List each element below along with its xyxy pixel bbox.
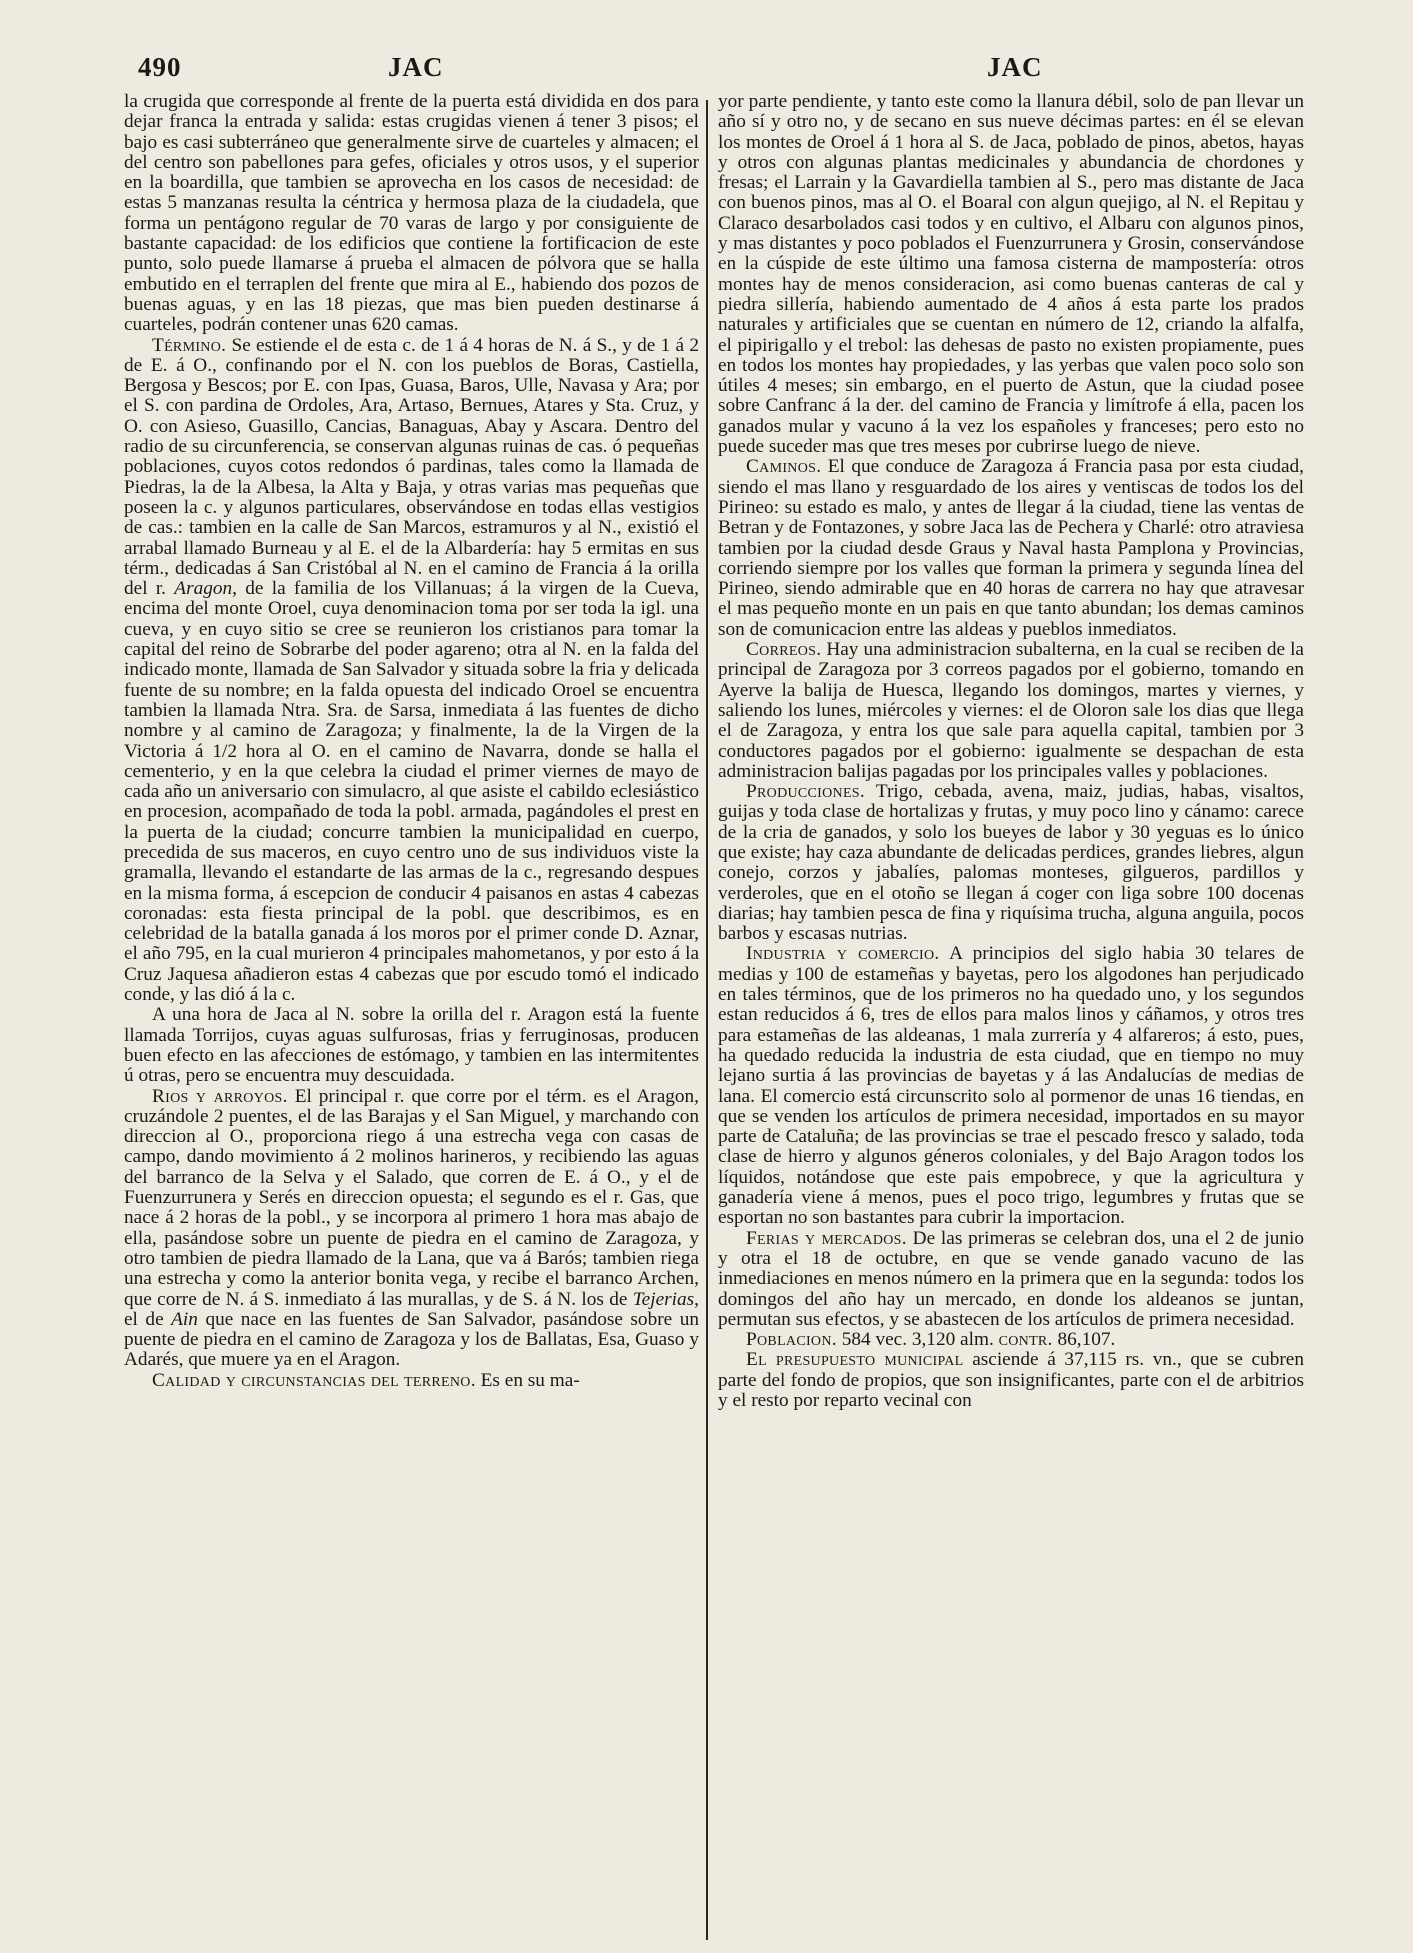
column-divider xyxy=(706,100,708,1940)
paragraph-fuente: A una hora de Jaca al N. sobre la orilla del r. Aragon está la fuente llamada Torrijos, cuyas aguas sulfurosas, frias y ferruginosas, producen buen efecto en las afecciones de estómago, y tambien en las intermitentes ú otras, pero se encuentra muy descuidada. xyxy=(124,1004,699,1087)
page-header xyxy=(138,50,1295,90)
section-head-termino: Término. xyxy=(152,334,227,356)
page-number: 490 xyxy=(138,52,182,82)
paragraph-correos: Correos. Hay una administracion subalterna, en la cual se reciben de la principal de Zaragoza por 3 correos pagados por el gobierno, tomando en Ayerve la balija de Huesca, llegando los domingos, martes y viernes, y saliendo los lunes, miércoles y viernes: el de Oloron sale los dias que llega el de Zaragoza, y entra los que sale para aquella capital, tambien por 3 conductores pagados por el gobierno: igualmente se despachan de esta administracion balijas pagadas por los principales valles y poblaciones. xyxy=(718,639,1304,782)
paragraph-producciones: Producciones. Trigo, cebada, avena, maiz, judias, habas, visaltos, guijas y toda clase de hortalizas y frutas, y muy poco lino y cánamo: carece de la cria de ganados, y solo los bueyes de labor y 30 yeguas es lo único que existe; hay caza abundante de delicadas perdices, grandes liebres, algun conejo, corzos y jabalíes, palomas monteses, gilgueros, pardillos y verderoles, que en el otoño se llegan á coger con liga sobre 100 docenas diarias; hay tambien pesca de fina y riquísima trucha, alguna anguila, pocos barbos y escasas nutrias. xyxy=(718,781,1304,945)
section-head-presupuesto: El presupuesto municipal xyxy=(746,1349,964,1371)
section-head-calidad: Calidad y circunstancias del terreno. xyxy=(152,1369,476,1391)
paragraph-ciudadela: la crugida que corresponde al frente de la puerta está dividida en dos para dejar franca la entrada y salida: estas crugidas vienen á tener 3 pisos; el bajo es casi subterráneo que generalmente sirve de cuarteles y almacen; el del centro son pabellones para gefes, oficiales y otros usos, y el superior en la boardilla, que tambien se aprovecha en los casos de necesidad: de estas 5 manzanas resulta la céntrica y hermosa plaza de la ciudadela, que forma un pentágono regular de 70 varas de largo y por consiguiente de bastante capacidad: de los edificios que contiene la fortificacion de este punto, solo puede llamarse á prueba el almacen de pólvora que se halla embutido en el terraplen del frente que mira al E., habiendo dos pozos de buenas aguas, y en las 18 piezas, que mas bien pueden destinarse á cuarteles, podrán contener unas 620 camas. xyxy=(124,91,699,336)
paragraph-presupuesto: El presupuesto municipal asciende á 37,115 rs. vn., que se cubren parte del fondo de propios, que son insignificantes, parte con el de arbitrios y el resto por reparto vecinal con xyxy=(718,1349,1304,1411)
paragraph-ferias: Ferias y mercados. De las primeras se celebran dos, una el 2 de junio y otra el 18 de octubre, en que se vende ganado vacuno de las inmediaciones en menos número en la primera que en la segunda: todos los domingos del año hay un mercado, en donde los aldeanos se juntan, permutan sus efectos, y se abastecen de los artículos de primera necesidad. xyxy=(718,1227,1304,1330)
section-head-caminos: Caminos. xyxy=(746,456,822,478)
section-head-producciones: Producciones. xyxy=(746,781,866,803)
section-head-ferias: Ferias y mercados. xyxy=(746,1227,907,1249)
paragraph-terreno: yor parte pendiente, y tanto este como la llanura débil, solo de pan llevar un año sí y otro no, y de secano en sus nueve décimas partes: en él se elevan los montes de Oroel á 1 hora al S. de Jaca, poblado de pinos, abetos, hayas y otros con algunas plantas medicinales y abundancia de chordones y fresas; el Larrain y la Gavardiella tambien al S., pero mas distante de Jaca con buenos pinos, mas al O. el Boaral con algun quejigo, al N. el Repitau y Claraco desarbolados casi todos y en cultivo, el Albaru con algunos pinos, y mas distantes y poco poblados el Fuenzurrunera y Grosin, conservándose en la cúspide de este último una famosa cisterna de mampostería: otros montes hay de menos consideracion, asi como buenas canteras de cal y piedra sillería, habiendo aumentado de 4 años á esta parte los prados naturales y artificiales que se cuentan en número de 12, criando la alfalfa, el pipirigallo y el trebol: las dehesas de pasto no existen propiamente, pues en todos los montes hay propiedades, y las yerbas que valen poco solo son útiles 4 meses; sin embargo, en el puerto de Astun, que la ciudad posee sobre Canfranc á la der. del camino de Francia y limítrofe á ella, pacen los ganados mular y vacuno á la vez los españoles y franceses; pero esto no puede suceder mas que tres meses por cubrirse luego de nieve. xyxy=(718,91,1304,458)
contr-label: contr. xyxy=(998,1329,1053,1351)
section-head-rios: Rios y arroyos. xyxy=(152,1085,288,1107)
right-column xyxy=(718,92,1304,1411)
paragraph-calidad: Calidad y circunstancias del terreno. Es en su ma- xyxy=(152,1369,580,1391)
paragraph-rios: Rios y arroyos. El principal r. que corre por el térm. es el Aragon, cruzándole 2 puentes, el de las Barajas y el San Miguel, y marchando con direccion al O., proporciona riego á una estrecha vega con casas de campo, dando movimiento á 2 molinos harineros, y recibiendo las aguas del barranco de la Selva y el Salado, que corren de E. á O., y el de Fuenzurrunera y Serés en direccion opuesta; el segundo es el r. Gas, que nace á 2 horas de la pobl., y se incorpora al primero 1 hora mas abajo de ella, pasándose sobre un puente de piedra en el camino de Zaragoza, y otro tambien de piedra llamado de la Lana, que va á Barós; tambien riega una estrecha y como la anterior bonita vega, y recibe el barranco Archen, que corre de N. á S. inmediato á las murallas, y de S. á N. los de Tejerias, el de Ain que nace en las fuentes de San Salvador, pasándose sobre un puente de piedra en el camino de Zaragoza y los de Ballatas, Esa, Guaso y Adarés, que muere ya en el Aragon. xyxy=(124,1085,699,1371)
section-head-correos: Correos. xyxy=(746,639,822,661)
section-head-industria: Industria y comercio. xyxy=(746,943,940,965)
paragraph-caminos: Caminos. El que conduce de Zaragoza á Francia pasa por esta ciudad, siendo el mas llano y resguardado de los aires y ventiscas de todos los del Pirineo: su estado es malo, y antes de llegar á la ciudad, tiene las ventas de Betran y de Fontazones, y sobre Jaca las de Pechera y Charlé: otro atraviesa tambien por la ciudad desde Graus y Naval hasta Pamplona y Provincias, corriendo siempre por los valles que forman la primera y segunda línea del Pirineo, siendo admirable que en 40 horas de carrera no hay que atravesar el mas pequeño monte en un pais en que tanto abundan; los demas caminos son de comunicacion entre las aldeas y pueblos inmediatos. xyxy=(718,456,1304,640)
section-head-poblacion: Poblacion. xyxy=(746,1329,837,1351)
paragraph-poblacion: Poblacion. 584 vec. 3,120 alm. contr. 86,107. xyxy=(746,1329,1116,1351)
left-column xyxy=(124,92,699,1391)
left-running-head: JAC xyxy=(388,52,444,82)
paragraph-termino: Término. Se estiende el de esta c. de 1 á 4 horas de N. á S., y de 1 á 2 de E. á O., confinando por el N. con los pueblos de Boras, Castiella, Bergosa y Bescos; por E. con Ipas, Guasa, Baros, Ulle, Navasa y Ara; por el S. con pardina de Ordoles, Ara, Artaso, Bernues, Atares y Sta. Cruz, y O. con Asieso, Guasillo, Cancias, Banaguas, Abay y Ascara. Dentro del radio de su circunferencia, se conservan algunas ruinas de cas. ó pequeñas poblaciones, cuyos cotos redondos ó pardinas, tales como la llamada de Piedras, la de la Albesa, la Alta y Baja, y otras varias mas pequeñas que poseen la c. y algunos particulares, observándose en todas ellas vestigios de cas.: tambien en la calle de San Marcos, estramuros y al N., existió el arrabal llamado Burneau y al E. el de la Albardería: hay 5 ermitas en sus térm., dedicadas á San Cristóbal al N. en el camino de Francia á la orilla del r. Aragon, de la familia de los Villanuas; á la virgen de la Cueva, encima del monte Oroel, cuya denominacion toma por ser toda la igl. una cueva, y en cuyo sitio se cree se reunieron los cristianos para tomar la capital del reino de Sobrarbe del poder agareno; otra al N. en la falda del indicado monte, llamada de San Salvador y situada sobre la fria y delicada fuente de su nombre; en la falda opuesta del indicado Oroel se encuentra tambien la llamada Ntra. Sra. de Sarsa, inmediata á las fuentes de dicho nombre y al camino de Zaragoza; y finalmente, la de la Virgen de la Victoria á 1/2 hora al O. en el camino de Navarra, donde se halla el cementerio, y en la que celebra la ciudad el primer viernes de mayo de cada año un aniversario con simulacro, al que asiste el cabildo eclesiástico en procesion, acompañado de toda la pobl. armada, pagándoles el prest en la puerta de la ciudad; concurre tambien la municipalidad en cuerpo, precedida de sus maceros, en cuyo centro uno de sus individuos viste la gramalla, llevando el estandarte de las armas de la c., regresando despues en la misma forma, á escepcion de conducir 4 paisanos en astas 4 cabezas coronadas: esta fiesta principal de la pobl. que describimos, es en celebridad de la batalla ganada á los moros por el primer conde D. Aznar, el año 795, en la cual murieron 4 principales mahometanos, y por esto á la Cruz Jaquesa añadieron estas 4 cabezas que por escudo tomó el indicado conde, y las dió á la c. xyxy=(124,334,699,1006)
paragraph-industria: Industria y comercio. A principios del siglo habia 30 telares de medias y 100 de estameñas y bayetas, pero los algodones han perjudicado en tales términos, que de los primeros no ha quedado uno, y los segundos estan reducidos á 6, tres de ellos para malos linos y cáñamos, y otros tres para estameñas de las aldeanas, 1 mala zurrería y 4 alfareros; á esto, pues, ha quedado reducida la industria de esta ciudad, que en tiempo no muy lejano surtia á las provincias de bayetas y á las Andalucías de medias de lana. El comercio está circunscrito solo al pormenor de unas 16 tiendas, en que se venden los artículos de primera necesidad, importados en su mayor parte de Cataluña; de las provincias se trae el pescado fresco y salado, toda clase de hierro y algunos géneros coloniales, y del Bajo Aragon todos los líquidos, notándose que este pais empobrece, y que la agricultura y ganadería viene á menos, pues el poco trigo, legumbres y frutas que se esportan no son bastantes para cubrir la importacion. xyxy=(718,943,1304,1229)
right-running-head: JAC xyxy=(987,52,1043,82)
